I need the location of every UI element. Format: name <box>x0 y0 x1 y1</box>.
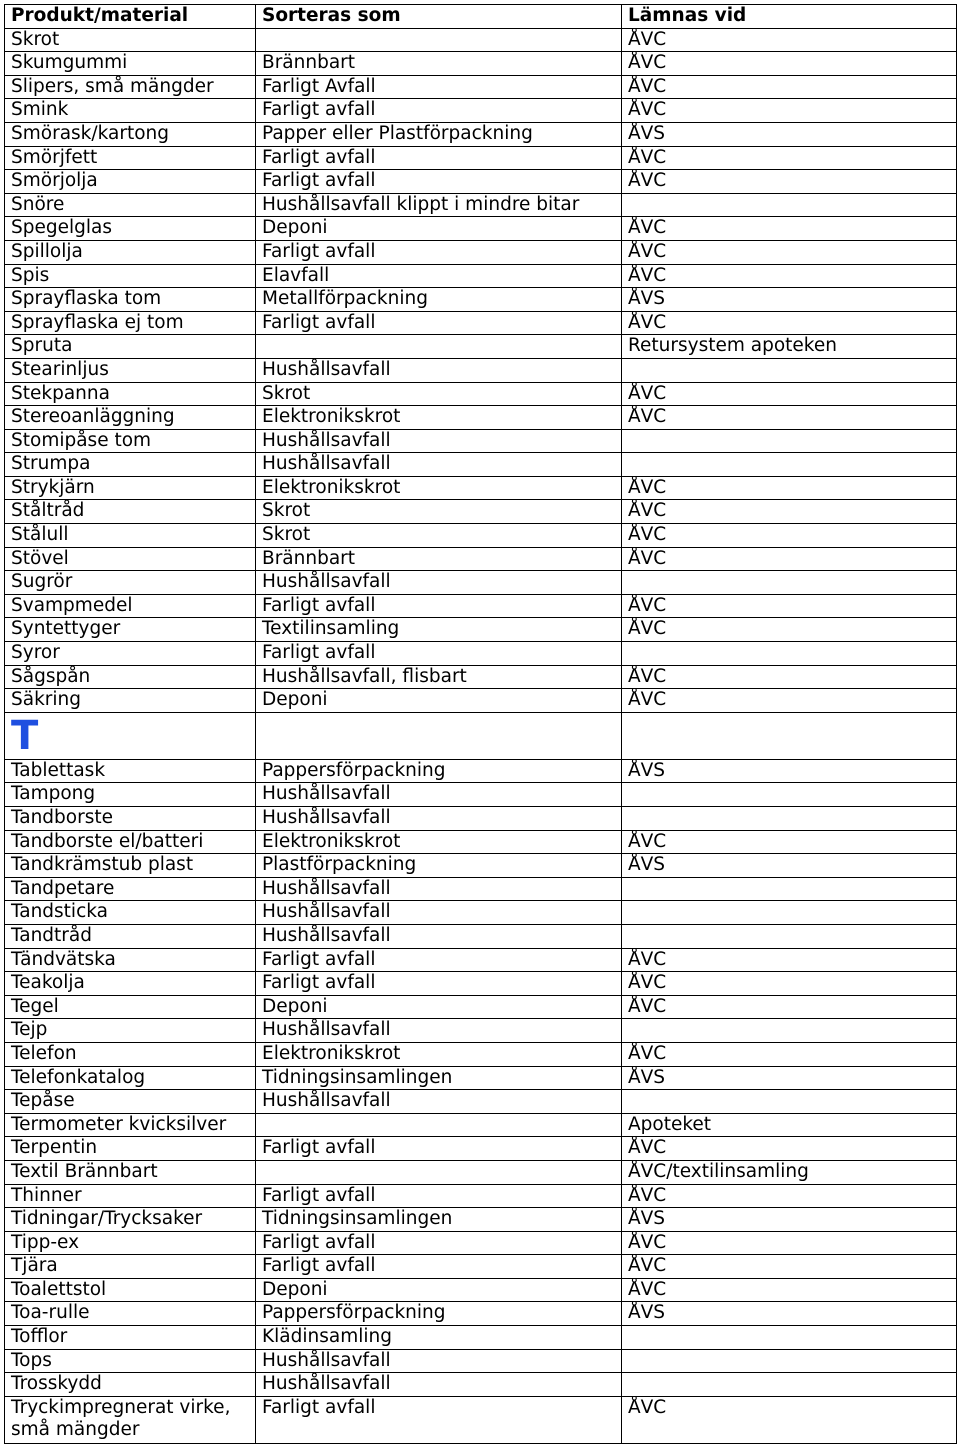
product-cell: Syntettyger <box>5 618 256 642</box>
left-at-cell <box>622 807 957 831</box>
table-row <box>5 1302 957 1326</box>
sorted-as-cell: Hushållsavfall <box>256 924 622 948</box>
product-cell: Textil Brännbart <box>5 1160 256 1184</box>
table-row <box>5 571 957 595</box>
table-row <box>5 1113 957 1137</box>
table-row <box>5 1278 957 1302</box>
sorted-as-cell: Hushållsavfall <box>256 1090 622 1114</box>
product-cell: Stekpanna <box>5 382 256 406</box>
sorted-as-cell: Farligt avfall <box>256 1231 622 1255</box>
product-cell: Tops <box>5 1349 256 1373</box>
sorted-as-cell <box>256 1113 622 1137</box>
table-row <box>5 1019 957 1043</box>
table-row <box>5 1349 957 1373</box>
left-at-cell <box>622 1019 957 1043</box>
sorted-as-cell: Brännbart <box>256 52 622 76</box>
sorted-as-cell: Farligt avfall <box>256 311 622 335</box>
table-row <box>5 99 957 123</box>
product-cell: Tegel <box>5 995 256 1019</box>
left-at-cell: ÅVC <box>622 99 957 123</box>
left-at-cell: ÅVS <box>622 1208 957 1232</box>
product-cell: Toalettstol <box>5 1278 256 1302</box>
left-at-cell: ÅVC <box>622 995 957 1019</box>
table-row <box>5 877 957 901</box>
table-row <box>5 1042 957 1066</box>
product-cell: Smörjfett <box>5 146 256 170</box>
sorted-as-cell: Hushållsavfall <box>256 358 622 382</box>
sorted-as-cell: Skrot <box>256 500 622 524</box>
table-row <box>5 358 957 382</box>
sorted-as-cell: Farligt avfall <box>256 99 622 123</box>
table-row <box>5 146 957 170</box>
left-at-cell: ÅVC <box>622 1396 957 1443</box>
sorted-as-cell: Hushållsavfall, flisbart <box>256 665 622 689</box>
product-cell: Spegelglas <box>5 217 256 241</box>
product-cell: Tepåse <box>5 1090 256 1114</box>
table-row <box>5 642 957 666</box>
table-row <box>5 264 957 288</box>
product-cell: Skrot <box>5 28 256 52</box>
product-cell: Tjära <box>5 1255 256 1279</box>
left-at-cell: ÅVC <box>622 1278 957 1302</box>
table-row <box>5 807 957 831</box>
product-cell: Spis <box>5 264 256 288</box>
sorted-as-cell: Plastförpackning <box>256 854 622 878</box>
left-at-cell: ÅVC <box>622 264 957 288</box>
sorted-as-cell: Hushållsavfall <box>256 783 622 807</box>
table-row <box>5 170 957 194</box>
sorted-as-cell: Textilinsamling <box>256 618 622 642</box>
product-cell: Tidningar/Trycksaker <box>5 1208 256 1232</box>
table-row <box>5 28 957 52</box>
sorted-as-cell: Farligt avfall <box>256 1255 622 1279</box>
left-at-cell <box>622 783 957 807</box>
sorted-as-cell: Papper eller Plastförpackning <box>256 122 622 146</box>
product-cell: Toa-rulle <box>5 1302 256 1326</box>
product-cell: Tandpetare <box>5 877 256 901</box>
table-row <box>5 924 957 948</box>
sorted-as-cell: Hushållsavfall klippt i mindre bitar <box>256 193 622 217</box>
table-row <box>5 335 957 359</box>
table-row <box>5 476 957 500</box>
table-row <box>5 429 957 453</box>
table-body-t <box>5 759 957 1443</box>
empty-cell <box>622 712 957 759</box>
left-at-cell: ÅVC <box>622 948 957 972</box>
table-row <box>5 1090 957 1114</box>
product-cell: Smörask/kartong <box>5 122 256 146</box>
product-cell: Telefonkatalog <box>5 1066 256 1090</box>
left-at-cell <box>622 1349 957 1373</box>
product-cell: Spruta <box>5 335 256 359</box>
product-cell: Tandborste el/batteri <box>5 830 256 854</box>
left-at-cell: ÅVC <box>622 476 957 500</box>
sorted-as-cell: Elektronikskrot <box>256 406 622 430</box>
left-at-cell: ÅVC <box>622 217 957 241</box>
left-at-cell: ÅVC/textilinsamling <box>622 1160 957 1184</box>
product-cell: Stålull <box>5 524 256 548</box>
product-cell: Thinner <box>5 1184 256 1208</box>
left-at-cell: ÅVC <box>622 500 957 524</box>
table-row <box>5 524 957 548</box>
table-row <box>5 972 957 996</box>
table-row <box>5 1326 957 1350</box>
table-row <box>5 288 957 312</box>
table-row <box>5 618 957 642</box>
left-at-cell: ÅVS <box>622 854 957 878</box>
table-row <box>5 217 957 241</box>
product-cell: Stomipåse tom <box>5 429 256 453</box>
sorted-as-cell: Farligt avfall <box>256 594 622 618</box>
left-at-cell: ÅVC <box>622 311 957 335</box>
left-at-cell: ÅVC <box>622 1231 957 1255</box>
sorted-as-cell: Farligt avfall <box>256 146 622 170</box>
product-cell: Säkring <box>5 689 256 713</box>
left-at-cell: Apoteket <box>622 1113 957 1137</box>
product-cell: Smörjolja <box>5 170 256 194</box>
left-at-cell: ÅVC <box>622 170 957 194</box>
product-cell: Tofflor <box>5 1326 256 1350</box>
sorted-as-cell: Hushållsavfall <box>256 453 622 477</box>
sorted-as-cell: Deponi <box>256 995 622 1019</box>
product-cell: Sågspån <box>5 665 256 689</box>
table-row <box>5 1396 957 1443</box>
left-at-cell <box>622 877 957 901</box>
left-at-cell: ÅVC <box>622 28 957 52</box>
product-cell: Snöre <box>5 193 256 217</box>
sorted-as-cell: Tidningsinsamlingen <box>256 1208 622 1232</box>
left-at-cell <box>622 642 957 666</box>
table-row <box>5 500 957 524</box>
table-row <box>5 689 957 713</box>
left-at-cell: ÅVC <box>622 1184 957 1208</box>
product-cell: Ståltråd <box>5 500 256 524</box>
left-at-cell: Retursystem apoteken <box>622 335 957 359</box>
left-at-cell <box>622 1373 957 1397</box>
table-row <box>5 382 957 406</box>
table-row <box>5 52 957 76</box>
product-cell: Tandtråd <box>5 924 256 948</box>
left-at-cell <box>622 429 957 453</box>
sorted-as-cell: Hushållsavfall <box>256 1373 622 1397</box>
product-cell: Termometer kvicksilver <box>5 1113 256 1137</box>
sorted-as-cell: Farligt avfall <box>256 1396 622 1443</box>
left-at-cell <box>622 358 957 382</box>
table-row <box>5 995 957 1019</box>
left-at-cell: ÅVS <box>622 122 957 146</box>
product-cell: Sprayflaska tom <box>5 288 256 312</box>
left-at-cell: ÅVC <box>622 547 957 571</box>
sorted-as-cell: Farligt avfall <box>256 170 622 194</box>
left-at-cell: ÅVS <box>622 759 957 783</box>
product-cell: Stereoanläggning <box>5 406 256 430</box>
product-cell: Tandborste <box>5 807 256 831</box>
product-cell: Syror <box>5 642 256 666</box>
product-cell: Tandkrämstub plast <box>5 854 256 878</box>
product-cell: Tändvätska <box>5 948 256 972</box>
sorted-as-cell: Hushållsavfall <box>256 571 622 595</box>
sorted-as-cell: Deponi <box>256 689 622 713</box>
sorted-as-cell: Hushållsavfall <box>256 901 622 925</box>
sorted-as-cell <box>256 1160 622 1184</box>
left-at-cell <box>622 1090 957 1114</box>
product-cell: Telefon <box>5 1042 256 1066</box>
sorted-as-cell: Deponi <box>256 1278 622 1302</box>
left-at-cell: ÅVC <box>622 830 957 854</box>
sorted-as-cell: Klädinsamling <box>256 1326 622 1350</box>
sorting-table <box>4 4 957 1444</box>
left-at-cell: ÅVS <box>622 1066 957 1090</box>
product-cell: Svampmedel <box>5 594 256 618</box>
column-header-product: Produkt/material <box>5 5 256 29</box>
sorted-as-cell: Farligt avfall <box>256 972 622 996</box>
sorted-as-cell: Pappersförpackning <box>256 1302 622 1326</box>
table-row <box>5 1255 957 1279</box>
table-row <box>5 901 957 925</box>
table-row <box>5 453 957 477</box>
table-row <box>5 783 957 807</box>
sorted-as-cell: Skrot <box>256 524 622 548</box>
sorted-as-cell <box>256 335 622 359</box>
left-at-cell: ÅVC <box>622 524 957 548</box>
table-row <box>5 1231 957 1255</box>
product-cell: Sprayflaska ej tom <box>5 311 256 335</box>
left-at-cell: ÅVC <box>622 382 957 406</box>
left-at-cell: ÅVC <box>622 689 957 713</box>
sorted-as-cell: Farligt Avfall <box>256 75 622 99</box>
left-at-cell: ÅVC <box>622 1137 957 1161</box>
product-cell: Tandsticka <box>5 901 256 925</box>
product-cell: Tampong <box>5 783 256 807</box>
sorted-as-cell: Hushållsavfall <box>256 1019 622 1043</box>
sorted-as-cell: Tidningsinsamlingen <box>256 1066 622 1090</box>
table-row <box>5 1066 957 1090</box>
product-cell: Teakolja <box>5 972 256 996</box>
product-cell: Slipers, små mängder <box>5 75 256 99</box>
left-at-cell <box>622 924 957 948</box>
left-at-cell: ÅVC <box>622 406 957 430</box>
sorted-as-cell: Elektronikskrot <box>256 830 622 854</box>
sorted-as-cell: Farligt avfall <box>256 948 622 972</box>
left-at-cell: ÅVC <box>622 618 957 642</box>
table-row <box>5 122 957 146</box>
sorted-as-cell: Brännbart <box>256 547 622 571</box>
sorted-as-cell: Farligt avfall <box>256 1137 622 1161</box>
product-cell: Tejp <box>5 1019 256 1043</box>
product-cell: Tryckimpregnerat virke, små mängder <box>5 1396 256 1443</box>
sorted-as-cell: Hushållsavfall <box>256 1349 622 1373</box>
table-row <box>5 594 957 618</box>
left-at-cell: ÅVC <box>622 240 957 264</box>
section-letter: T <box>5 712 256 759</box>
product-cell: Tablettask <box>5 759 256 783</box>
section-t-header <box>5 712 957 759</box>
header-row <box>5 5 957 29</box>
empty-cell <box>256 712 622 759</box>
sorted-as-cell: Hushållsavfall <box>256 877 622 901</box>
sorted-as-cell: Skrot <box>256 382 622 406</box>
table-row <box>5 665 957 689</box>
left-at-cell <box>622 453 957 477</box>
left-at-cell: ÅVC <box>622 146 957 170</box>
left-at-cell: ÅVS <box>622 1302 957 1326</box>
product-cell: Smink <box>5 99 256 123</box>
left-at-cell: ÅVC <box>622 52 957 76</box>
column-header-left-at: Lämnas vid <box>622 5 957 29</box>
table-row <box>5 854 957 878</box>
table-row <box>5 311 957 335</box>
product-cell: Skumgummi <box>5 52 256 76</box>
product-cell: Spillolja <box>5 240 256 264</box>
table-row <box>5 75 957 99</box>
table-row <box>5 1137 957 1161</box>
sorted-as-cell: Metallförpackning <box>256 288 622 312</box>
table-body-s <box>5 28 957 712</box>
left-at-cell: ÅVC <box>622 594 957 618</box>
table-row <box>5 547 957 571</box>
left-at-cell <box>622 901 957 925</box>
sorted-as-cell <box>256 28 622 52</box>
left-at-cell <box>622 571 957 595</box>
left-at-cell: ÅVC <box>622 665 957 689</box>
sorted-as-cell: Hushållsavfall <box>256 807 622 831</box>
left-at-cell <box>622 193 957 217</box>
product-cell: Trosskydd <box>5 1373 256 1397</box>
product-cell: Strykjärn <box>5 476 256 500</box>
table-row <box>5 1184 957 1208</box>
left-at-cell: ÅVC <box>622 75 957 99</box>
sorted-as-cell: Deponi <box>256 217 622 241</box>
product-cell: Strumpa <box>5 453 256 477</box>
sorted-as-cell: Farligt avfall <box>256 1184 622 1208</box>
product-cell: Stövel <box>5 547 256 571</box>
left-at-cell: ÅVS <box>622 288 957 312</box>
left-at-cell: ÅVC <box>622 1255 957 1279</box>
table-row <box>5 193 957 217</box>
table-row <box>5 830 957 854</box>
product-cell: Tipp-ex <box>5 1231 256 1255</box>
table-row <box>5 1373 957 1397</box>
table-row <box>5 1208 957 1232</box>
sorted-as-cell: Hushållsavfall <box>256 429 622 453</box>
product-cell: Terpentin <box>5 1137 256 1161</box>
section-letter-row <box>5 712 957 759</box>
column-header-sorted-as: Sorteras som <box>256 5 622 29</box>
left-at-cell: ÅVC <box>622 972 957 996</box>
table-row <box>5 759 957 783</box>
left-at-cell: ÅVC <box>622 1042 957 1066</box>
table-row <box>5 948 957 972</box>
sorted-as-cell: Pappersförpackning <box>256 759 622 783</box>
table-row <box>5 1160 957 1184</box>
table-row <box>5 240 957 264</box>
sorted-as-cell: Elektronikskrot <box>256 476 622 500</box>
product-cell: Sugrör <box>5 571 256 595</box>
sorted-as-cell: Elavfall <box>256 264 622 288</box>
product-cell: Stearinljus <box>5 358 256 382</box>
sorted-as-cell: Farligt avfall <box>256 240 622 264</box>
sorted-as-cell: Farligt avfall <box>256 642 622 666</box>
left-at-cell <box>622 1326 957 1350</box>
table-row <box>5 406 957 430</box>
sorted-as-cell: Elektronikskrot <box>256 1042 622 1066</box>
